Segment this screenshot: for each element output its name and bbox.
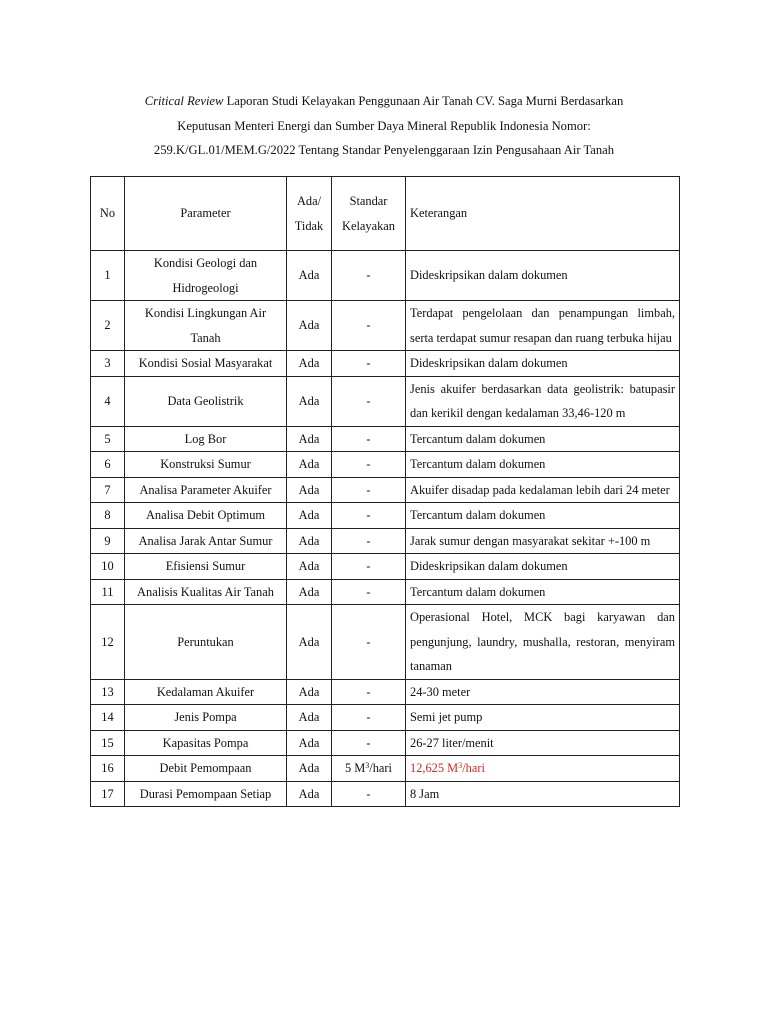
cell-standar: - — [332, 605, 406, 680]
cell-parameter: Debit Pemompaan — [125, 756, 287, 782]
cell-ada: Ada — [287, 426, 332, 452]
cell-parameter: Kondisi Sosial Masyarakat — [125, 351, 287, 377]
cell-keterangan: Tercantum dalam dokumen — [406, 426, 680, 452]
table-row — [91, 781, 680, 807]
review-table — [90, 176, 680, 807]
table-row — [91, 605, 680, 680]
cell-standar: - — [332, 376, 406, 426]
cell-no: 10 — [91, 554, 125, 580]
cell-standar: - — [332, 251, 406, 301]
standar-value: 5 M — [344, 761, 366, 775]
cell-keterangan: Operasional Hotel, MCK bagi karyawan dan pengunjung, laundry, mushalla, restoran, menyiram tanaman — [406, 605, 680, 680]
cell-no: 12 — [91, 605, 125, 680]
cell-parameter: Analisa Parameter Akuifer — [125, 477, 287, 503]
cell-keterangan: 24-30 meter — [406, 679, 680, 705]
table-row — [91, 730, 680, 756]
cell-standar: - — [332, 679, 406, 705]
cell-parameter: Efisiensi Sumur — [125, 554, 287, 580]
cell-keterangan: Akuifer disadap pada kedalaman lebih dari 24 meter — [406, 477, 680, 503]
table-row — [91, 503, 680, 529]
cell-ada: Ada — [287, 376, 332, 426]
cell-keterangan — [406, 756, 680, 782]
cell-no: 2 — [91, 301, 125, 351]
table-header-row — [91, 177, 680, 251]
table-row — [91, 477, 680, 503]
cell-ada: Ada — [287, 705, 332, 731]
cell-no: 15 — [91, 730, 125, 756]
cell-no: 11 — [91, 579, 125, 605]
cell-no: 9 — [91, 528, 125, 554]
cell-keterangan: Jarak sumur dengan masyarakat sekitar +-100 m — [406, 528, 680, 554]
cell-keterangan: Terdapat pengelolaan dan penampungan limbah, serta terdapat sumur resapan dan ruang terbuka hijau — [406, 301, 680, 351]
table-row — [91, 554, 680, 580]
cell-parameter: Analisa Jarak Antar Sumur — [125, 528, 287, 554]
keterangan-value: 12,625 M — [410, 761, 459, 775]
table-row — [91, 301, 680, 351]
cell-ada: Ada — [287, 605, 332, 680]
cell-parameter: Kondisi Lingkungan Air Tanah — [125, 301, 287, 351]
table-row — [91, 251, 680, 301]
cell-keterangan: Semi jet pump — [406, 705, 680, 731]
table-row — [91, 351, 680, 377]
cell-ada: Ada — [287, 251, 332, 301]
cell-standar: - — [332, 477, 406, 503]
cell-keterangan: 26-27 liter/menit — [406, 730, 680, 756]
cell-parameter: Analisa Debit Optimum — [125, 503, 287, 529]
keterangan-unit: /hari — [462, 761, 485, 775]
cell-no: 7 — [91, 477, 125, 503]
cell-keterangan: 8 Jam — [406, 781, 680, 807]
title-line-1-text: Laporan Studi Kelayakan Penggunaan Air Tanah CV. Saga Murni Berdasarkan — [226, 94, 624, 108]
cell-standar: - — [332, 426, 406, 452]
cell-keterangan: Dideskripsikan dalam dokumen — [406, 251, 680, 301]
cell-keterangan: Dideskripsikan dalam dokumen — [406, 351, 680, 377]
header-no: No — [91, 177, 125, 251]
cell-ada: Ada — [287, 679, 332, 705]
cell-parameter: Analisis Kualitas Air Tanah — [125, 579, 287, 605]
cell-standar: - — [332, 528, 406, 554]
header-keterangan: Keterangan — [406, 177, 680, 251]
header-ada-tidak: Ada/ Tidak — [287, 177, 332, 251]
title-line-2: Keputusan Menteri Energi dan Sumber Daya Mineral Republik Indonesia Nomor: — [177, 118, 591, 133]
title-line-1 — [90, 89, 678, 114]
cell-standar: - — [332, 554, 406, 580]
cell-standar: - — [332, 452, 406, 478]
table-row — [91, 426, 680, 452]
cell-standar: - — [332, 579, 406, 605]
cell-standar: - — [332, 503, 406, 529]
cell-no: 6 — [91, 452, 125, 478]
table-row — [91, 528, 680, 554]
cell-standar: - — [332, 301, 406, 351]
header-standar-kelayakan: Standar Kelayakan — [332, 177, 406, 251]
document-title — [90, 89, 678, 163]
cell-standar — [332, 756, 406, 782]
keterangan-superscript: 3 — [458, 761, 463, 770]
cell-no: 13 — [91, 679, 125, 705]
title-italic: Critical Review — [144, 94, 224, 108]
table-row — [91, 679, 680, 705]
cell-parameter: Kapasitas Pompa — [125, 730, 287, 756]
table-row — [91, 376, 680, 426]
cell-parameter: Konstruksi Sumur — [125, 452, 287, 478]
cell-ada: Ada — [287, 301, 332, 351]
cell-standar: - — [332, 351, 406, 377]
cell-keterangan: Tercantum dalam dokumen — [406, 579, 680, 605]
cell-parameter: Jenis Pompa — [125, 705, 287, 731]
cell-ada: Ada — [287, 503, 332, 529]
cell-parameter: Peruntukan — [125, 605, 287, 680]
cell-standar: - — [332, 781, 406, 807]
cell-ada: Ada — [287, 579, 332, 605]
cell-parameter: Kedalaman Akuifer — [125, 679, 287, 705]
cell-no: 16 — [91, 756, 125, 782]
cell-ada: Ada — [287, 477, 332, 503]
standar-superscript: 3 — [365, 761, 370, 770]
cell-standar: - — [332, 705, 406, 731]
cell-no: 14 — [91, 705, 125, 731]
cell-parameter: Kondisi Geologi dan Hidrogeologi — [125, 251, 287, 301]
cell-keterangan: Jenis akuifer berdasarkan data geolistrik: batupasir dan kerikil dengan kedalaman 33,46-120 m — [406, 376, 680, 426]
cell-no: 17 — [91, 781, 125, 807]
cell-no: 4 — [91, 376, 125, 426]
cell-no: 1 — [91, 251, 125, 301]
cell-ada: Ada — [287, 554, 332, 580]
cell-ada: Ada — [287, 452, 332, 478]
table-row — [91, 579, 680, 605]
table-row — [91, 452, 680, 478]
table-body — [91, 251, 680, 807]
header-parameter: Parameter — [125, 177, 287, 251]
cell-ada: Ada — [287, 781, 332, 807]
cell-no: 8 — [91, 503, 125, 529]
cell-parameter: Data Geolistrik — [125, 376, 287, 426]
cell-parameter: Log Bor — [125, 426, 287, 452]
table-row — [91, 705, 680, 731]
cell-keterangan: Tercantum dalam dokumen — [406, 452, 680, 478]
cell-keterangan: Dideskripsikan dalam dokumen — [406, 554, 680, 580]
title-line-3: 259.K/GL.01/MEM.G/2022 Tentang Standar Penyelenggaraan Izin Pengusahaan Air Tanah — [153, 143, 615, 157]
cell-ada: Ada — [287, 730, 332, 756]
cell-no: 3 — [91, 351, 125, 377]
cell-ada: Ada — [287, 756, 332, 782]
cell-standar: - — [332, 730, 406, 756]
cell-no: 5 — [91, 426, 125, 452]
table-row — [91, 756, 680, 782]
cell-parameter: Durasi Pemompaan Setiap — [125, 781, 287, 807]
standar-unit: /hari — [369, 761, 393, 775]
cell-keterangan: Tercantum dalam dokumen — [406, 503, 680, 529]
cell-ada: Ada — [287, 528, 332, 554]
cell-ada: Ada — [287, 351, 332, 377]
